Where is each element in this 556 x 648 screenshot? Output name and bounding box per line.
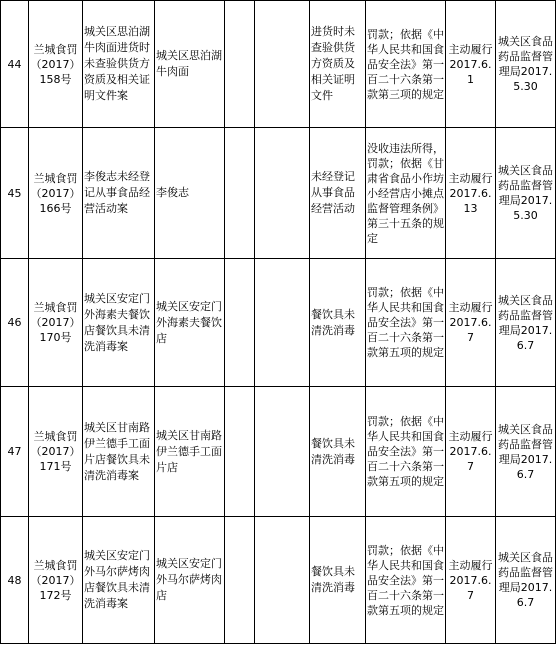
decision-number: 兰城食罚（2017）171号 (29, 387, 83, 517)
issuing-authority: 城关区食品药品监督管理局2017.6.7 (496, 259, 556, 387)
party-name: 城关区安定门外马尔萨烤肉店 (155, 517, 225, 644)
empty-cell (255, 387, 310, 517)
party-name: 城关区思泊湖牛肉面 (155, 1, 225, 128)
party-name: 城关区安定门外海素夫餐饮店 (155, 259, 225, 387)
table-row (1, 517, 556, 644)
empty-cell (255, 259, 310, 387)
table-row (1, 387, 556, 517)
issuing-authority: 城关区食品药品监督管理局2017.6.7 (496, 387, 556, 517)
case-name: 城关区安定门外马尔萨烤肉店餐饮具未清洗消毒案 (83, 517, 155, 644)
row-number: 46 (1, 259, 29, 387)
penalty-basis: 罚款；依据《中华人民共和国食品安全法》第一百二十六条第一款第五项的规定 (366, 517, 446, 644)
penalty-basis: 没收违法所得，罚款；依据《甘肃省食品小作坊小经营店小摊点监督管理条例》第三十五条的规定 (366, 128, 446, 259)
penalty-basis: 罚款；依据《中华人民共和国食品安全法》第一百二十六条第一款第三项的规定 (366, 1, 446, 128)
empty-cell (255, 1, 310, 128)
party-name: 李俊志 (155, 128, 225, 259)
case-name: 城关区甘南路伊兰德手工面片店餐饮具未清洗消毒案 (83, 387, 155, 517)
fulfillment-status: 主动履行2017.6.7 (446, 387, 496, 517)
empty-cell (225, 1, 255, 128)
empty-cell (225, 387, 255, 517)
decision-number: 兰城食罚（2017）170号 (29, 259, 83, 387)
case-name: 城关区思泊湖牛肉面进货时未查验供货方资质及相关证明文件案 (83, 1, 155, 128)
case-name: 李俊志未经登记从事食品经营活动案 (83, 128, 155, 259)
empty-cell (225, 259, 255, 387)
empty-cell (255, 128, 310, 259)
issuing-authority: 城关区食品药品监督管理局2017.5.30 (496, 128, 556, 259)
decision-number: 兰城食罚（2017）158号 (29, 1, 83, 128)
violation-fact: 餐饮具未清洗消毒 (310, 517, 366, 644)
row-number: 45 (1, 128, 29, 259)
issuing-authority: 城关区食品药品监督管理局2017.5.30 (496, 1, 556, 128)
penalty-basis: 罚款；依据《中华人民共和国食品安全法》第一百二十六条第一款第五项的规定 (366, 259, 446, 387)
empty-cell (225, 128, 255, 259)
row-number: 48 (1, 517, 29, 644)
table-row (1, 1, 556, 128)
empty-cell (255, 517, 310, 644)
table-row (1, 128, 556, 259)
violation-fact: 餐饮具未清洗消毒 (310, 259, 366, 387)
fulfillment-status: 主动履行2017.6.1 (446, 1, 496, 128)
penalty-basis: 罚款；依据《中华人民共和国食品安全法》第一百二十六条第一款第五项的规定 (366, 387, 446, 517)
case-name: 城关区安定门外海素夫餐饮店餐饮具未清洗消毒案 (83, 259, 155, 387)
fulfillment-status: 主动履行2017.6.13 (446, 128, 496, 259)
issuing-authority: 城关区食品药品监督管理局2017.6.7 (496, 517, 556, 644)
violation-fact: 进货时未查验供货方资质及相关证明文件 (310, 1, 366, 128)
row-number: 44 (1, 1, 29, 128)
violation-fact: 餐饮具未清洗消毒 (310, 387, 366, 517)
violation-fact: 未经登记从事食品经营活动 (310, 128, 366, 259)
decision-number: 兰城食罚（2017）172号 (29, 517, 83, 644)
party-name: 城关区甘南路伊兰德手工面片店 (155, 387, 225, 517)
fulfillment-status: 主动履行2017.6.7 (446, 259, 496, 387)
empty-cell (225, 517, 255, 644)
table-row (1, 259, 556, 387)
fulfillment-status: 主动履行2017.6.7 (446, 517, 496, 644)
row-number: 47 (1, 387, 29, 517)
decision-number: 兰城食罚（2017）166号 (29, 128, 83, 259)
